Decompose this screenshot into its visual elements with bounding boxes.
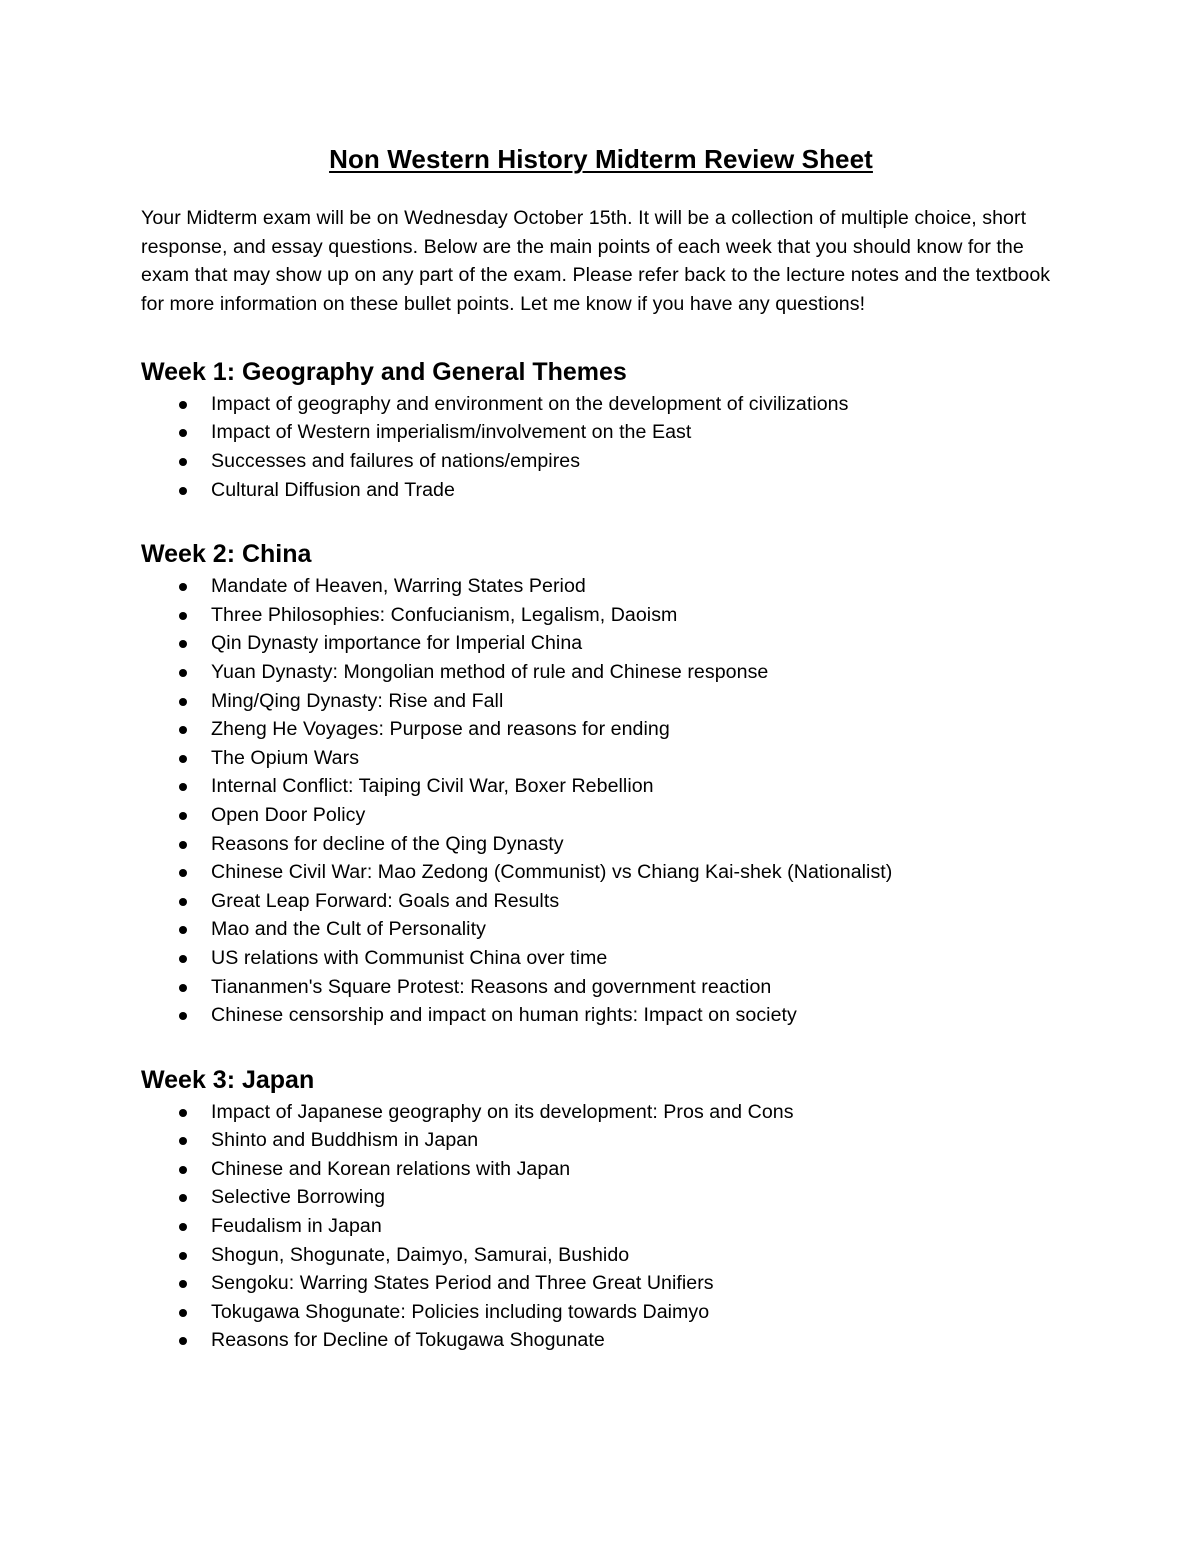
list-item xyxy=(141,744,1061,773)
bullet-icon xyxy=(179,1194,187,1202)
bullet-icon xyxy=(179,841,187,849)
list-item xyxy=(141,1269,1061,1298)
list-item xyxy=(141,1212,1061,1241)
page-title: Non Western History Midterm Review Sheet xyxy=(329,144,873,174)
list-item-text: Selective Borrowing xyxy=(211,1186,386,1209)
list-item xyxy=(141,1183,1061,1212)
list-item-text: Three Philosophies: Confucianism, Legalism, Daoism xyxy=(211,603,678,626)
bullet-icon xyxy=(179,726,187,734)
list-item xyxy=(141,858,1061,887)
list-item-text: Tokugawa Shogunate: Policies including towards Daimyo xyxy=(211,1300,710,1323)
list-item-text: Successes and failures of nations/empires xyxy=(211,450,581,472)
bullet-list xyxy=(141,1098,1061,1355)
bullet-icon xyxy=(179,812,187,820)
list-item-text: Shogun, Shogunate, Daimyo, Samurai, Bushido xyxy=(211,1243,630,1266)
section-week-2 xyxy=(141,537,1061,1030)
list-item-text: Ming/Qing Dynasty: Rise and Fall xyxy=(211,689,504,712)
document-page xyxy=(141,143,1061,1355)
bullet-icon xyxy=(179,698,187,706)
section-week-3 xyxy=(141,1063,1061,1355)
bullet-icon xyxy=(179,458,187,466)
section-heading: Week 2: China xyxy=(141,540,312,569)
list-item-text: Impact of Japanese geography on its development: Pros and Cons xyxy=(211,1100,794,1123)
list-item xyxy=(141,1098,1061,1127)
bullet-icon xyxy=(179,612,187,620)
list-item xyxy=(141,1298,1061,1327)
section-week-1 xyxy=(141,355,1061,504)
list-item xyxy=(141,572,1061,601)
bullet-icon xyxy=(179,984,187,992)
list-item xyxy=(141,601,1061,630)
list-item-text: Chinese Civil War: Mao Zedong (Communist) vs Chiang Kai-shek (Nationalist) xyxy=(211,861,893,884)
bullet-icon xyxy=(179,401,187,409)
bullet-icon xyxy=(179,1166,187,1174)
section-heading: Week 1: Geography and General Themes xyxy=(141,357,627,386)
list-item xyxy=(141,390,1061,419)
list-item xyxy=(141,1241,1061,1270)
section-heading: Week 3: Japan xyxy=(141,1065,315,1094)
list-item xyxy=(141,1001,1061,1030)
list-item-text: US relations with Communist China over time xyxy=(211,946,608,969)
bullet-icon xyxy=(179,429,187,437)
list-item-text: Qin Dynasty importance for Imperial China xyxy=(211,632,583,655)
list-item xyxy=(141,715,1061,744)
list-item-text: Yuan Dynasty: Mongolian method of rule and Chinese response xyxy=(211,660,769,683)
list-item xyxy=(141,418,1061,447)
list-item xyxy=(141,1326,1061,1355)
list-item-text: Internal Conflict: Taiping Civil War, Boxer Rebellion xyxy=(211,775,654,798)
bullet-icon xyxy=(179,955,187,963)
bullet-list xyxy=(141,572,1061,1030)
list-item-text: Chinese and Korean relations with Japan xyxy=(211,1157,571,1180)
bullet-icon xyxy=(179,669,187,677)
list-item-text: Mao and the Cult of Personality xyxy=(211,918,486,941)
bullet-icon xyxy=(179,1137,187,1145)
list-item-text: Mandate of Heaven, Warring States Period xyxy=(211,575,586,598)
bullet-icon xyxy=(179,898,187,906)
list-item xyxy=(141,447,1061,476)
list-item xyxy=(141,915,1061,944)
bullet-icon xyxy=(179,583,187,591)
list-item-text: Zheng He Voyages: Purpose and reasons for ending xyxy=(211,718,670,741)
list-item-text: Reasons for decline of the Qing Dynasty xyxy=(211,832,564,855)
bullet-icon xyxy=(179,1337,187,1345)
list-item-text: Sengoku: Warring States Period and Three Great Unifiers xyxy=(211,1272,714,1295)
list-item xyxy=(141,476,1061,505)
list-item xyxy=(141,1126,1061,1155)
list-item-text: The Opium Wars xyxy=(211,746,360,769)
list-item-text: Tiananmen's Square Protest: Reasons and government reaction xyxy=(211,975,772,998)
list-item-text: Impact of Western imperialism/involvement on the East xyxy=(211,421,692,444)
intro-paragraph: Your Midterm exam will be on Wednesday October 15th. It will be a collection of multiple choice, short response, and essay questions. Below are the main points of each week that you should know for the exam that may show up on any part of the exam. Please refer back to the lecture notes and the textbook for more information on these bullet points. Let me know if you have any questions! xyxy=(141,207,1051,316)
list-item xyxy=(141,687,1061,716)
list-item xyxy=(141,1155,1061,1184)
bullet-icon xyxy=(179,1223,187,1231)
bullet-list xyxy=(141,390,1061,504)
list-item-text: Feudalism in Japan xyxy=(211,1215,382,1238)
bullet-icon xyxy=(179,1309,187,1317)
list-item xyxy=(141,830,1061,859)
bullet-icon xyxy=(179,1252,187,1260)
bullet-icon xyxy=(179,869,187,877)
list-item-text: Great Leap Forward: Goals and Results xyxy=(211,889,560,912)
list-item-text: Reasons for Decline of Tokugawa Shogunate xyxy=(211,1329,605,1352)
list-item xyxy=(141,973,1061,1002)
list-item xyxy=(141,629,1061,658)
bullet-icon xyxy=(179,487,187,495)
bullet-icon xyxy=(179,1280,187,1288)
list-item-text: Chinese censorship and impact on human rights: Impact on society xyxy=(211,1004,797,1027)
list-item xyxy=(141,801,1061,830)
bullet-icon xyxy=(179,783,187,791)
list-item-text: Cultural Diffusion and Trade xyxy=(211,478,455,501)
list-item xyxy=(141,887,1061,916)
list-item-text: Open Door Policy xyxy=(211,803,366,826)
bullet-icon xyxy=(179,926,187,934)
bullet-icon xyxy=(179,640,187,648)
bullet-icon xyxy=(179,1012,187,1020)
bullet-icon xyxy=(179,1109,187,1117)
list-item xyxy=(141,772,1061,801)
list-item-text: Shinto and Buddhism in Japan xyxy=(211,1129,479,1152)
list-item xyxy=(141,658,1061,687)
bullet-icon xyxy=(179,755,187,763)
list-item-text: Impact of geography and environment on the development of civilizations xyxy=(211,392,849,415)
list-item xyxy=(141,944,1061,973)
